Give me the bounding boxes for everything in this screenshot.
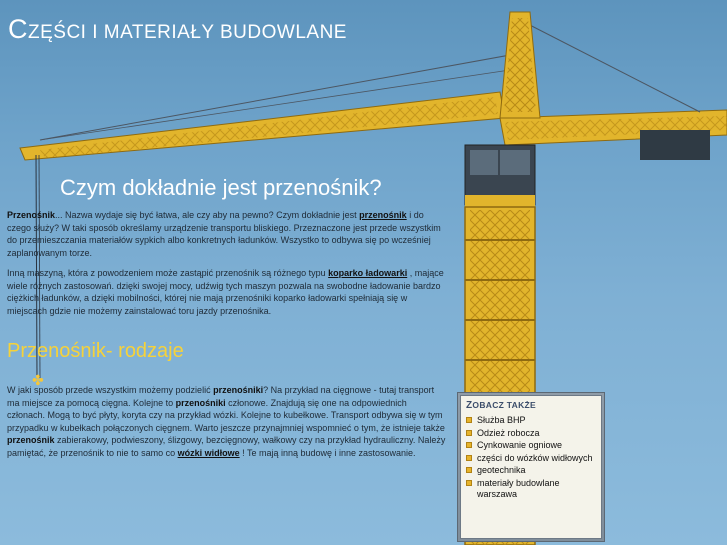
see-also-title-rest: OBACZ TAKŻE (472, 400, 537, 410)
see-also-item-cynkowanie-ogniowe[interactable] (466, 440, 596, 452)
see-also-item-label: Cynkowanie ogniowe (477, 440, 563, 450)
paragraph-text: i do czego służy? W taki sposób określamy urządzenie transportu bliskiego. Przeznaczone jest przede wszystkim do przemieszczania materiałów sypkich albo konkretnych ładunków. Wszystko to odbywa się po wcześniej zaplanowanym torze. (7, 210, 441, 258)
hook-flower-icon: ✤ (32, 373, 44, 389)
see-also-item-label: geotechnika (477, 465, 526, 475)
bullet-icon (466, 430, 472, 436)
crane-jib (20, 55, 510, 160)
site-title-rest: ZĘŚCI I MATERIAŁY BUDOWLANE (28, 22, 347, 43)
section-heading-what-is: Czym dokładnie jest przenośnik? (60, 175, 382, 200)
link-koparko-ladowarki[interactable]: koparko ładowarki (328, 268, 408, 278)
link-wozki-widlowe[interactable]: wózki widłowe (177, 447, 240, 458)
keyword-przenosnik: przenośnik (7, 435, 55, 446)
see-also-item-sluzba-bhp[interactable] (466, 415, 596, 427)
paragraph-text: , mające wiele różnych zastosowań. dzięki swojej mocy, udźwig tych maszyn pozwala na swobodne ładowanie bardzo ciężkich ładunków, a dzięki mobilności, której nie mają przenośniki koparko ładowarki spełniają się w miejscach gdzie nie możemy zainstalować toru jazdy przenośnika. (7, 268, 444, 316)
paragraph-alternative (7, 267, 447, 317)
see-also-item-label: materiały budowlane warszawa (477, 477, 560, 499)
bullet-icon (466, 442, 472, 448)
see-also-item-czesci-wozkow[interactable] (466, 453, 596, 465)
paragraph-text: ! Te mają inną budowę i inne zastosowanie. (239, 447, 416, 458)
see-also-title-initial: Z (466, 400, 473, 411)
site-title-initial: C (8, 14, 28, 44)
see-also-panel (460, 395, 602, 539)
see-also-item-odziez-robocza[interactable] (466, 428, 596, 440)
bullet-icon (466, 455, 472, 461)
site-title[interactable] (8, 14, 347, 45)
see-also-item-label: części do wózków widłowych (477, 452, 593, 463)
see-also-list (466, 415, 596, 501)
see-also-item-label: Służba BHP (477, 415, 526, 425)
paragraph-text: ... Nazwa wydaje się być łatwa, ale czy aby na pewno? Czym dokładnie jest (55, 210, 360, 220)
section-heading-types: Przenośnik- rodzaje (7, 340, 184, 362)
see-also-title (466, 400, 596, 411)
crane-top-mast (500, 12, 540, 118)
see-also-item-geotechnika[interactable] (466, 465, 596, 477)
bullet-icon (466, 417, 472, 423)
keyword-przenosnik: Przenośnik (7, 210, 56, 220)
crane-cab (465, 145, 535, 207)
paragraph-text: ? Na przykład na cięgnowe - tutaj transport ma miejsce za pomocą cięgna. Kolejne to (7, 385, 435, 408)
paragraph-text: W jaki sposób przede wszystkim możemy podzielić (7, 385, 214, 395)
see-also-item-materialy-budowlane[interactable] (466, 478, 596, 501)
paragraph-text: zabierakowy, podwieszony, ślizgowy, bezcięgnowy, wałkowy czy na przykład hydrauliczny. Należy pamiętać, że przenośnik to nie to samo co (7, 435, 446, 458)
link-przenosnik[interactable]: przenośnik (359, 210, 407, 220)
keyword-przenosniki: przenośniki (213, 385, 264, 395)
paragraph-types (7, 384, 447, 460)
bullet-icon (466, 480, 472, 486)
see-also-item-label: Odzież robocza (477, 427, 540, 438)
see-also-sidebar (457, 392, 605, 542)
keyword-przenosniki: przenośniki (175, 397, 226, 408)
paragraph-text: Inną maszyną, która z powodzeniem może zastąpić przenośnik są różnego typu (7, 268, 329, 278)
paragraph-text: członowe. Znajdują się one na odpowiednich członach. Mogą to być płyty, koryta czy na przykład wózki. Kolejne to kubełkowe. Transport odbywa się w tym przypadku w kubełkach połączonych cięgnem. Warto jeszcze przynajmniej wspomnieć o tym, że istnieje także (7, 397, 445, 433)
bullet-icon (466, 467, 472, 473)
paragraph-intro (7, 209, 447, 259)
